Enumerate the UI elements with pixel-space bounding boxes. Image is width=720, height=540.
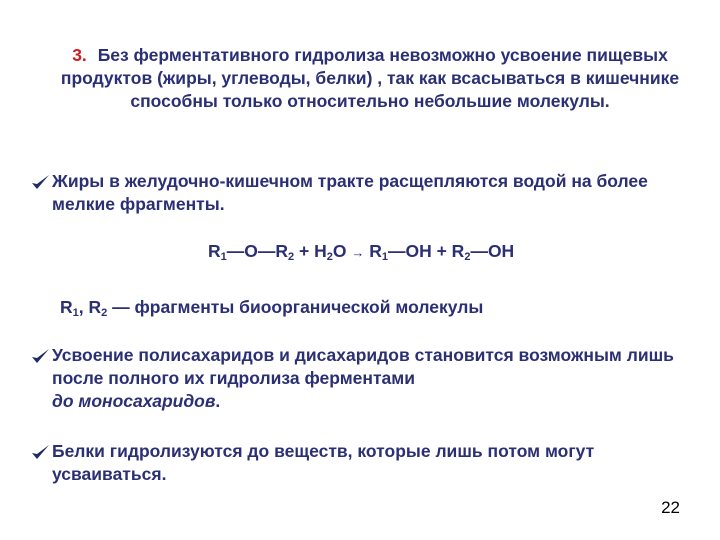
eq-water-o: O — [332, 241, 352, 261]
checkmark-icon — [30, 442, 52, 462]
hydrolysis-equation — [208, 240, 514, 264]
eq-sub-1: 1 — [220, 251, 227, 263]
eq-sub-p1: 1 — [381, 251, 388, 263]
eq-prod-r1: R — [364, 241, 382, 261]
eq-sub-p2: 2 — [464, 251, 471, 263]
arrow-icon: → — [351, 245, 365, 260]
bullet-fats — [30, 170, 690, 216]
intro-number: 3. — [72, 45, 87, 65]
bullet-polysaccharides — [30, 344, 690, 413]
checkmark-icon — [30, 172, 52, 192]
bullet-polysaccharides-text — [52, 344, 690, 413]
bullet-fats-text: Жиры в желудочно-кишечном тракте расщепляются водой на более мелкие фрагменты. — [52, 171, 648, 214]
eq-plus-h: + H — [294, 241, 327, 261]
legend-text: — фрагменты биоорганической молекулы — [107, 297, 484, 317]
polysaccharides-emphasis: до моносахаридов — [52, 391, 216, 411]
page-number: 22 — [661, 498, 680, 517]
legend-r1: R — [60, 297, 73, 317]
intro-paragraph — [60, 44, 680, 113]
eq-bond1: —O—R — [226, 241, 289, 261]
checkmark-icon — [30, 346, 52, 366]
eq-r1: R — [208, 241, 221, 261]
legend-sub-1: 1 — [72, 307, 79, 319]
fragments-legend — [60, 296, 483, 319]
legend-comma-r: , R — [78, 297, 102, 317]
eq-sub-h2: 2 — [326, 251, 333, 263]
bullet-proteins-text: Белки гидролизуются до веществ, которые лишь потом могут усваиваться. — [52, 441, 595, 484]
intro-text: Без ферментативного гидролиза невозможно усвоение пищевых продуктов (жиры, углеводы, белки) , так как всасываться в кишечнике способны только относительно небольшие молекулы. — [60, 45, 680, 111]
legend-sub-2: 2 — [101, 307, 108, 319]
polysaccharides-main: Усвоение полисахаридов и дисахаридов становится возможным лишь после полного их гидролиза ферментами — [52, 345, 674, 388]
eq-oh1: —OH + R — [387, 241, 465, 261]
bullet-proteins — [30, 440, 690, 486]
eq-sub-2: 2 — [288, 251, 295, 263]
polysaccharides-end: . — [215, 391, 221, 411]
eq-oh2: —OH — [470, 241, 515, 261]
